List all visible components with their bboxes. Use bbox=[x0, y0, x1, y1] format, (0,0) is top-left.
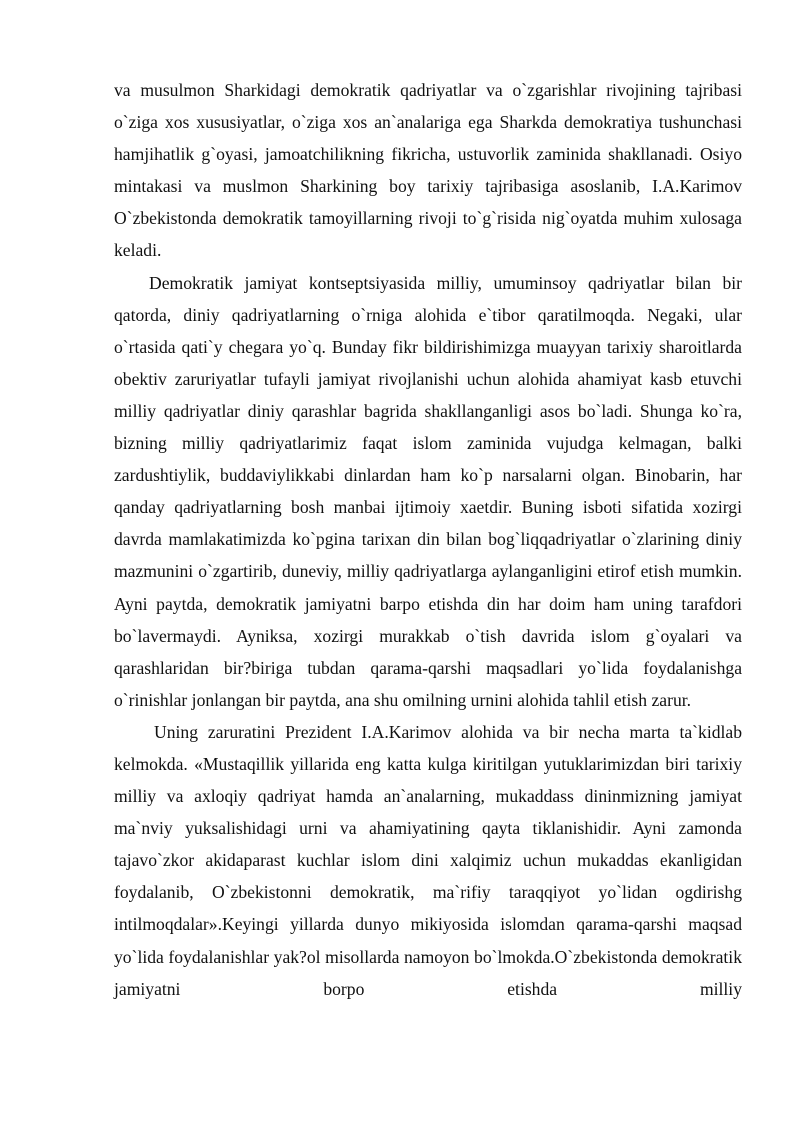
document-page bbox=[114, 74, 742, 1005]
paragraph-2: Demokratik jamiyat kontseptsiyasida milliy, umuminsoy qadriyatlar bilan bir qatorda, diniy qadriyatlarning o`rniga alohida e`tibor qaratilmoqda. Negaki, ular o`rtasida qati`y chegara yo`q. Bunday fikr bildirishimizga muayyan tarixiy sharoitlarda obektiv zaruriyatlar tufayli jamiyat rivojlanishi uchun alohida ahamiyat kasb etuvchi milliy qadriyatlar diniy qarashlar bagrida shakllanganligi asos bo`ladi. Shunga ko`ra, bizning milliy qadriyatlarimiz faqat islom zaminida vujudga kelmagan, balki zardushtiylik, buddaviylikkabi dinlardan ham ko`p narsalarni olgan. Binobarin, har qanday qadriyatlarning bosh manbai ijtimoiy xaetdir. Buning isboti sifatida xozirgi davrda mamlakatimizda ko`pgina tarixan din bilan bog`liqqadriyatlar o`zlarining diniy mazmunini o`zgartirib, duneviy, milliy qadriyatlarga aylanganligini etirof etish mumkin. Ayni paytda, demokratik jamiyatni barpo etishda din har doim ham uning tarafdori bo`lavermaydi. Ayniksa, xozirgi murakkab o`tish davrida islom g`oyalari va qarashlaridan bir?biriga tubdan qarama-qarshi maqsadlari yo`lida foydalanishga o`rinishlar jonlangan bir paytda, ana shu omilning urnini alohida tahlil etish zarur. bbox=[114, 272, 742, 710]
paragraph-3: Uning zaruratini Prezident I.A.Karimov alohida va bir necha marta ta`kidlab kelmokda. «Mustaqillik yillarida eng katta kulga kiritilgan yutuklarimizdan biri tarixiy milliy va axloqiy qadriyat hamda an`analarning, mukaddass dininmizning jamiyat ma`nviy yuksalishidagi urni va ahamiyatining qayta tiklanishidir. Ayni zamonda tajavo`zkor akidaparast kuchlar islom dini xalqimiz uchun mukaddas ekanligidan foydalanib, O`zbekistonni demokratik, ma`rifiy taraqqiyot yo`lidan ogdirishg intilmoqdalar».Keyingi yillarda dunyo mikiyosida islomdan qarama-qarshi maqsad yo`lida foydalanishlar yak?ol misollarda namoyon bo`lmokda.O`zbekistonda demokratik jamiyatni borpo etishda milliy bbox=[114, 721, 742, 999]
paragraph-1: va musulmon Sharkidagi demokratik qadriyatlar va o`zgarishlar rivojining tajribasi o`ziga xos xususiyatlar, o`ziga xos an`analariga ega Sharkda demokratiya tushunchasi hamjihatlik g`oyasi, jamoatchilikning fikricha, ustuvorlik zaminida shakllanadi. Osiyo mintakasi va muslmon Sharkining boy tarixiy tajribasiga asoslanib, I.A.Karimov O`zbekistonda demokratik tamoyillarning rivoji to`g`risida nig`oyatda muhim xulosaga keladi. bbox=[114, 80, 742, 261]
